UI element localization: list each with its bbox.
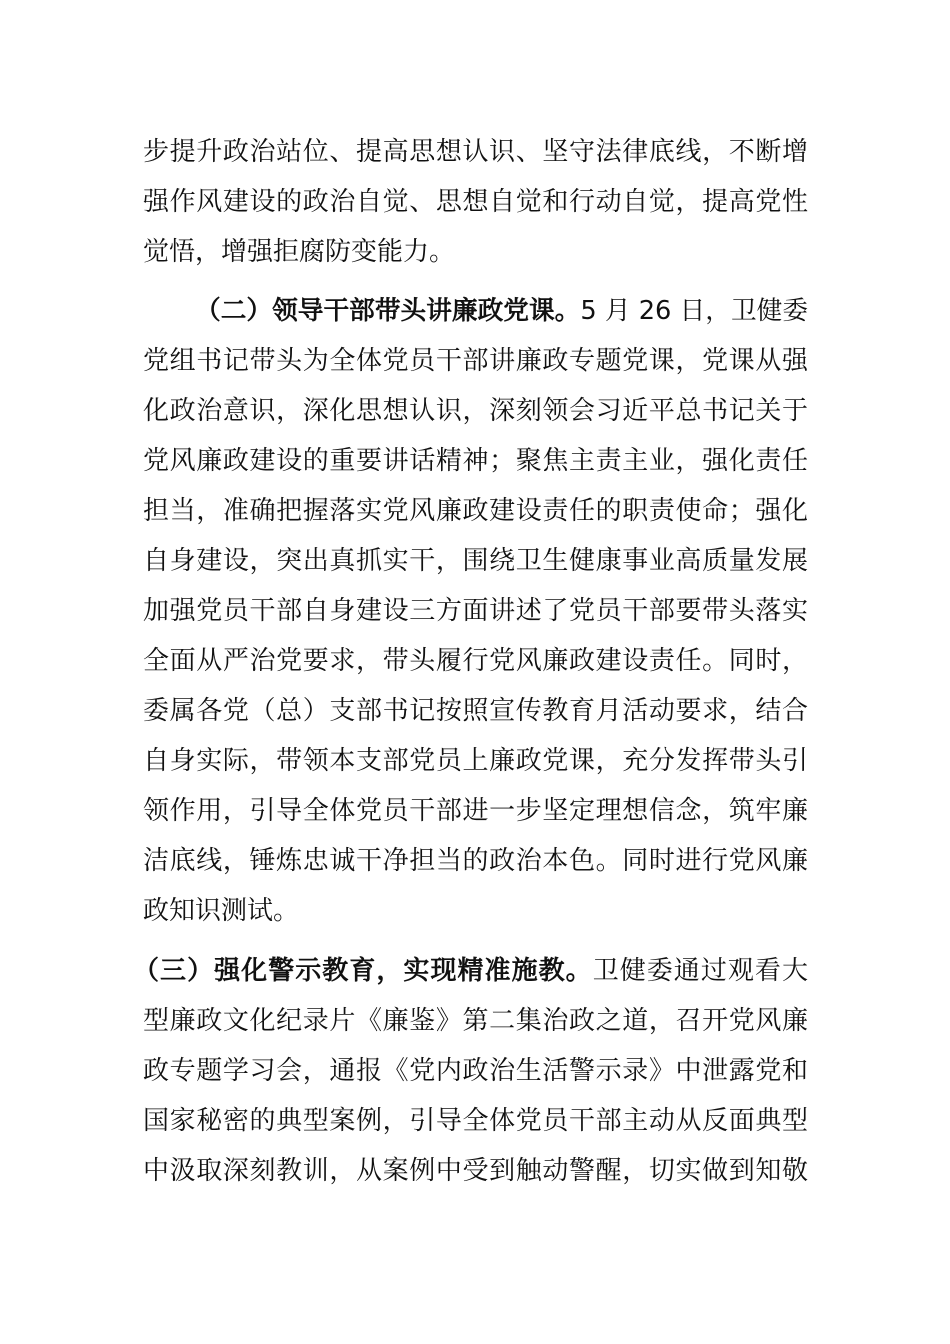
text-line: 型廉政文化纪录片《廉鉴》第二集治政之道，召开党风廉 xyxy=(143,1006,808,1036)
text-line: 政专题学习会，通报《党内政治生活警示录》中泄露党和 xyxy=(143,1056,808,1086)
paragraph-section-3 xyxy=(133,946,808,1196)
text-line-first xyxy=(143,286,808,336)
text-line: 步提升政治站位、提高思想认识、坚守法律底线，不断增 xyxy=(143,137,808,167)
text-line: 觉悟，增强拒腐防变能力。 xyxy=(143,237,456,267)
paragraph-section-2 xyxy=(143,286,808,936)
text-line: 政知识测试。 xyxy=(143,896,300,926)
text-line: 国家秘密的典型案例，引导全体党员干部主动从反面典型 xyxy=(143,1106,808,1136)
section-lead-text: 卫健委通过观看大 xyxy=(592,956,808,986)
text-line: 自身建设，突出真抓实干，围绕卫生健康事业高质量发展 xyxy=(143,546,808,576)
text-line: 自身实际，带领本支部党员上廉政党课，充分发挥带头引 xyxy=(143,746,808,776)
text-line: 强作风建设的政治自觉、思想自觉和行动自觉，提高党性 xyxy=(143,187,808,217)
text-line: 中汲取深刻教训，从案例中受到触动警醒，切实做到知敬 xyxy=(143,1156,808,1186)
section-heading: （二）领导干部带头讲廉政党课。 xyxy=(195,296,581,326)
text-line: 化政治意识，深化思想认识，深刻领会习近平总书记关于 xyxy=(143,396,808,426)
paragraph-continuation xyxy=(143,127,808,277)
text-line: 全面从严治党要求，带头履行党风廉政建设责任。同时， xyxy=(143,646,808,676)
text-line: 党风廉政建设的重要讲话精神；聚焦主责主业，强化责任 xyxy=(143,446,808,476)
text-line: 洁底线，锤炼忠诚干净担当的政治本色。同时进行党风廉 xyxy=(143,846,808,876)
text-line: 担当，准确把握落实党风廉政建设责任的职责使命；强化 xyxy=(143,496,808,526)
text-line: 党组书记带头为全体党员干部讲廉政专题党课，党课从强 xyxy=(143,346,808,376)
text-line: 领作用，引导全体党员干部进一步坚定理想信念，筑牢廉 xyxy=(143,796,808,826)
section-lead-text: 5 月 26 日，卫健委 xyxy=(580,296,808,326)
text-line: 加强党员干部自身建设三方面讲述了党员干部要带头落实 xyxy=(143,596,808,626)
text-line: 委属各党（总）支部书记按照宣传教育月活动要求，结合 xyxy=(143,696,808,726)
section-heading: （三）强化警示教育，实现精准施教。 xyxy=(133,956,593,986)
text-line-first xyxy=(133,946,808,996)
